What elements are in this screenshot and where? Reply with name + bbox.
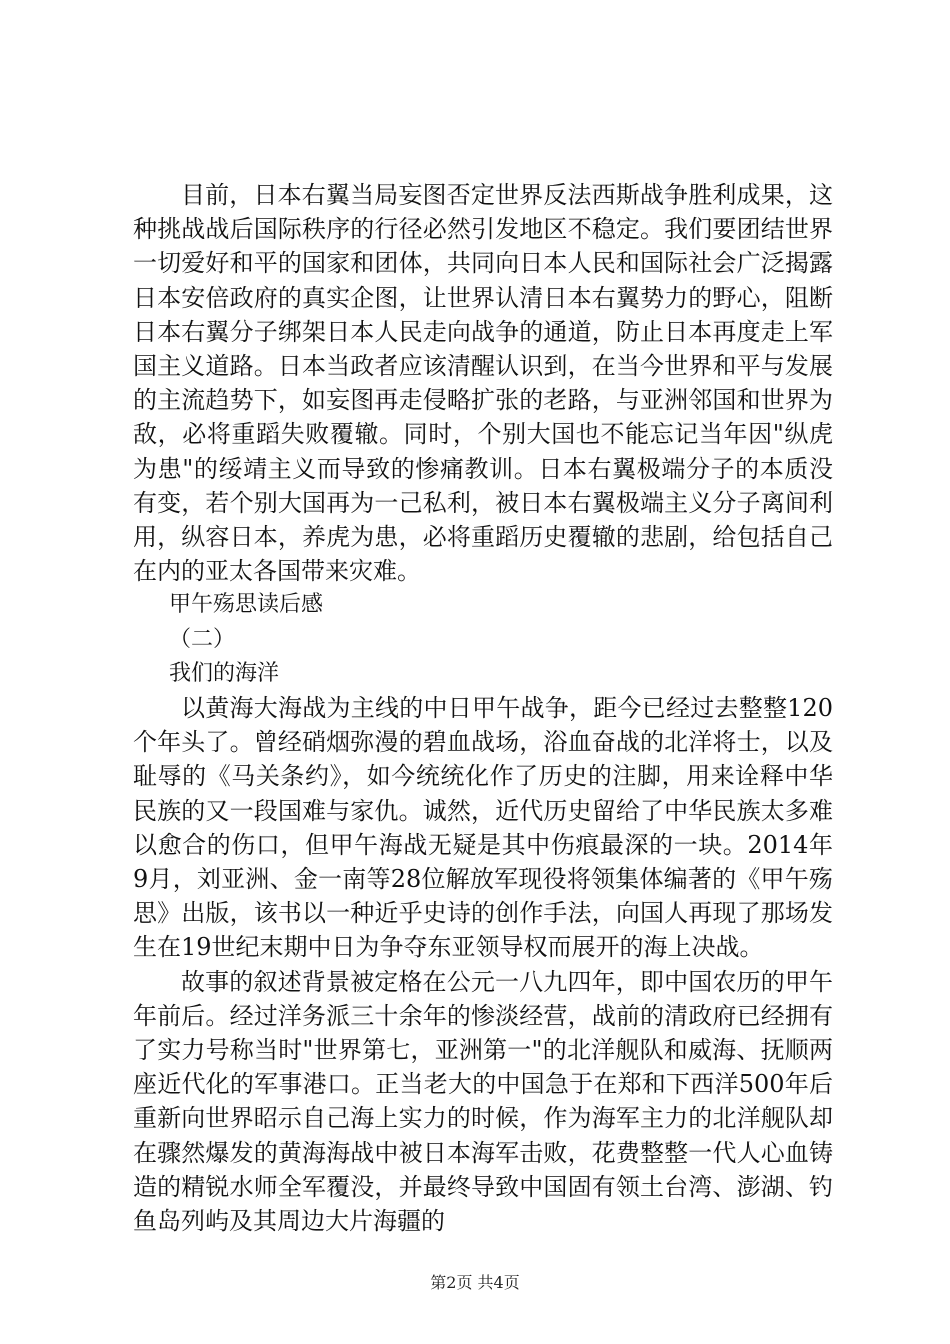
- paragraph-story-background: 故事的叙述背景被定格在公元一八九四年，即中国农历的甲午年前后。经过洋务派三十余年的惨淡经营，战前的清政府已经拥有了实力号称当时"世界第七，亚洲第一"的北洋舰队和威海、抚顺两座近代化的军事港口。正当老大的中国急于在郑和下西洋500年后重新向世界昭示自己海上实力的时候，作为海军主力的北洋舰队却在骤然爆发的黄海海战中被日本海军击败，花费整整一代人心血铸造的精锐水师全军覆没，并最终导致中国固有领土台湾、澎湖、钓鱼岛列屿及其周边大片海疆的: [133, 967, 833, 1236]
- document-body: [133, 178, 833, 1238]
- section-title: 甲午殇思读后感: [169, 592, 324, 618]
- paragraph-intro: 目前，日本右翼当局妄图否定世界反法西斯战争胜利成果，这种挑战战后国际秩序的行径必然引发地区不稳定。我们要团结世界一切爱好和平的国家和团体，共同向日本人民和国际社会广泛揭露日本安倍政府的真实企图，让世界认清日本右翼势力的野心，阻断日本右翼分子绑架日本人民走向战争的通道，防止日本再度走上军国主义道路。日本当政者应该清醒认识到，在当今世界和平与发展的主流趋势下，如妄图再走侵略扩张的老路，与亚洲邻国和世界为敌，必将重蹈失败覆辙。同时，个别大国也不能忘记当年因"纵虎为患"的绥靖主义而导致的惨痛教训。日本右翼极端分子的本质没有变，若个别大国再为一己私利，被日本右翼极端主义分子离间利用，纵容日本，养虎为患，必将重蹈历史覆辙的悲剧，给包括自己在内的亚太各国带来灾难。: [133, 181, 833, 586]
- section-number: （二）: [169, 626, 236, 652]
- section-subtitle: 我们的海洋: [169, 660, 280, 686]
- page-footer: 第2页 共4页: [430, 1273, 520, 1292]
- paragraph-battle-overview: 以黄海大海战为主线的中日甲午战争，距今已经过去整整120个年头了。曾经硝烟弥漫的碧血战场，浴血奋战的北洋将士，以及耻辱的《马关条约》，如今统统化作了历史的注脚，用来诠释中华民族的又一段国难与家仇。诚然，近代历史留给了中华民族太多难以愈合的伤口，但甲午海战无疑是其中伤痕最深的一块。2014年9月，刘亚洲、金一南等28位解放军现役将领集体编著的《甲午殇思》出版，该书以一种近乎史诗的创作手法，向国人再现了那场发生在19世纪末期中日为争夺东亚领导权而展开的海上决战。: [133, 694, 833, 962]
